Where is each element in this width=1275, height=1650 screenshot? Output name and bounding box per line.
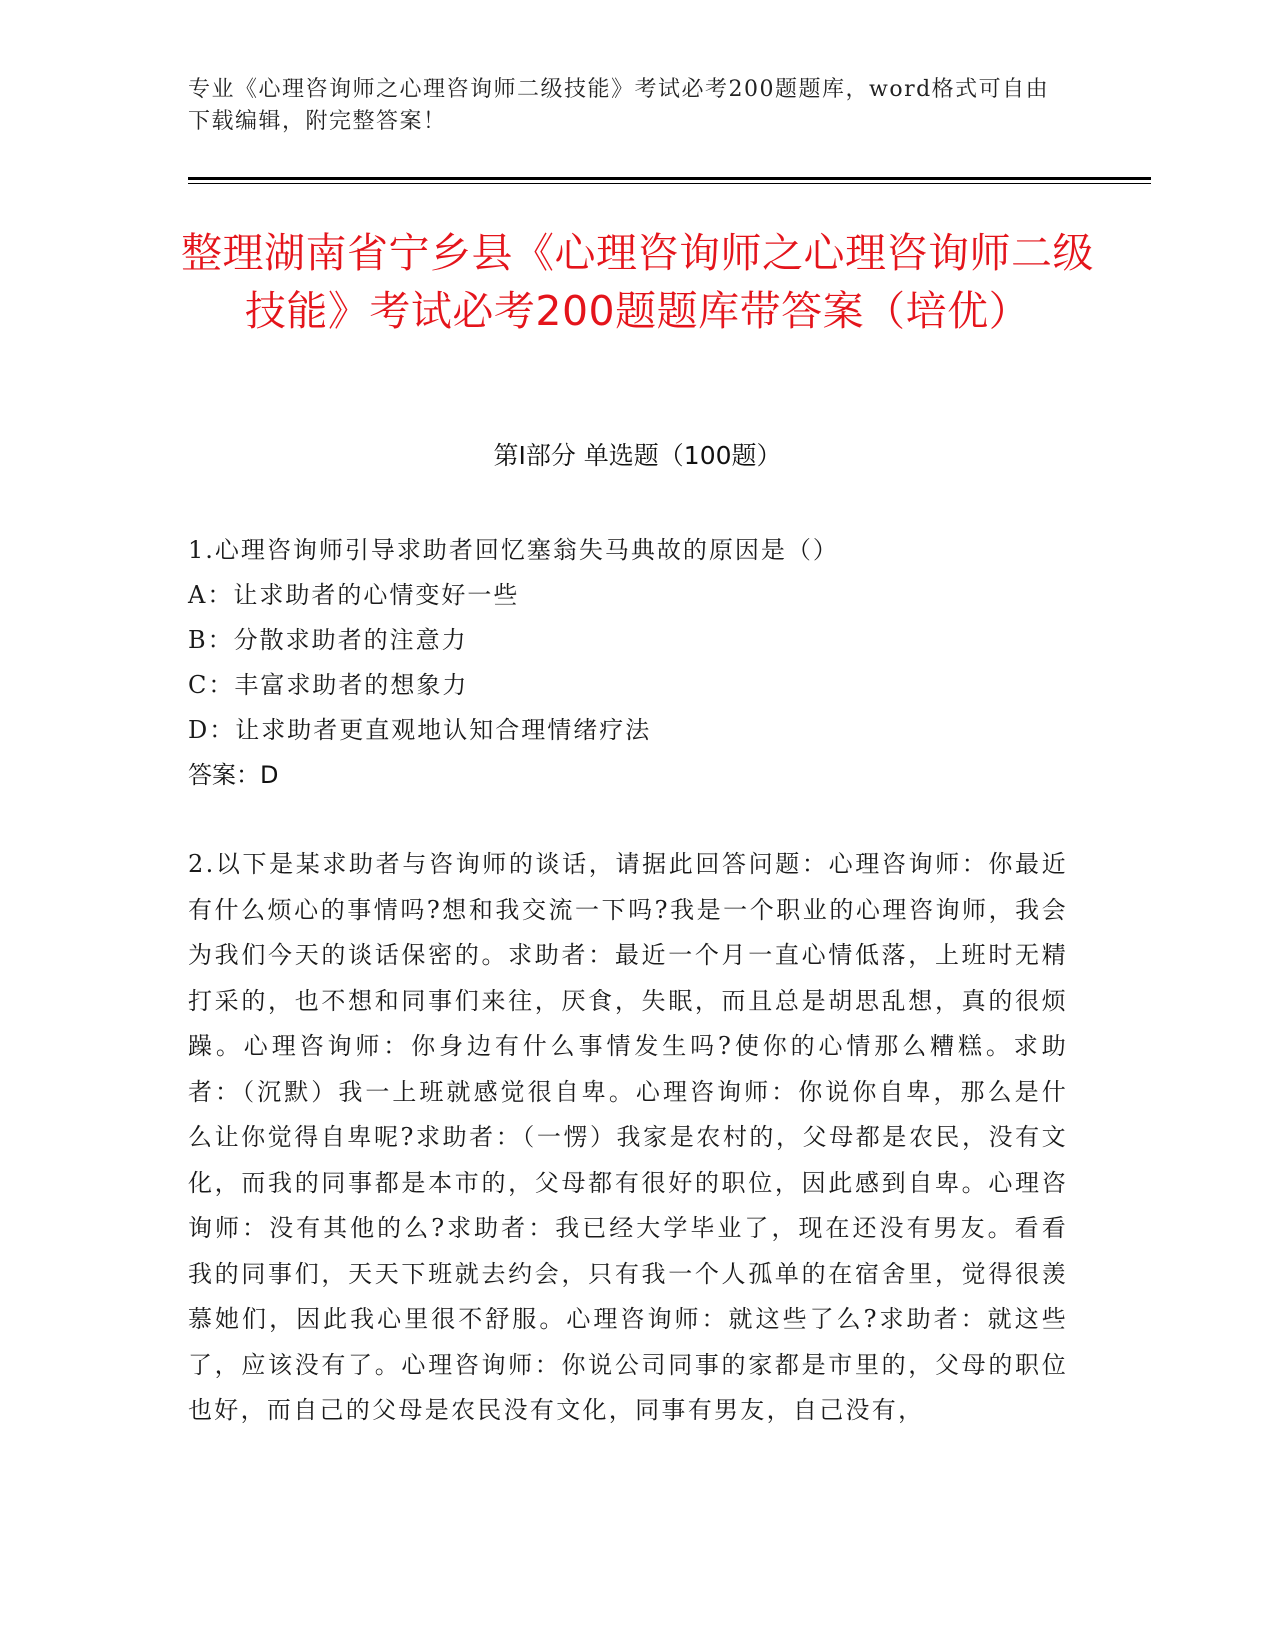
header-note: 专业《心理咨询师之心理咨询师二级技能》考试必考200题题库，word格式可自由下载编辑，附完整答案！ bbox=[188, 77, 1050, 134]
question-2-text: 2.以下是某求助者与咨询师的谈话，请据此回答问题：心理咨询师：你最近有什么烦心的事情吗?想和我交流一下吗?我是一个职业的心理咨询师，我会为我们今天的谈话保密的。求助者：最近一个月一直心情低落，上班时无精打采的，也不想和同事们来往，厌食，失眠，而且总是胡思乱想，真的很烦躁。心理咨询师：你身边有什么事情发生吗?使你的心情那么糟糕。求助者：（沉默）我一上班就感觉很自卑。心理咨询师：你说你自卑，那么是什么让你觉得自卑呢?求助者：（一愣）我家是农村的，父母都是农民，没有文化，而我的同事都是本市的，父母都有很好的职位，因此感到自卑。心理咨询师：没有其他的么?求助者：我已经大学毕业了，现在还没有男友。看看我的同事们，天天下班就去约会，只有我一个人孤单的在宿舍里，觉得很羡慕她们，因此我心里很不舒服。心理咨询师：就这些了么?求助者：就这些了，应该没有了。心理咨询师：你说公司同事的家都是市里的，父母的职位也好，而自己的父母是农民没有文化，同事有男友，自己没有， bbox=[188, 850, 1068, 1424]
header-rule-thick bbox=[188, 177, 1151, 180]
question-1-option-d: D：让求助者更直观地认知合理情绪疗法 bbox=[188, 716, 652, 744]
header-rule-thin bbox=[188, 183, 1151, 184]
question-1-stem: 1.心理咨询师引导求助者回忆塞翁失马典故的原因是（） bbox=[188, 536, 839, 564]
section-heading: 第I部分 单选题（100题） bbox=[493, 441, 782, 470]
question-1-option-b: B：分散求助者的注意力 bbox=[188, 626, 468, 654]
question-1-option-a: A：让求助者的心情变好一些 bbox=[188, 581, 520, 609]
document-title: 整理湖南省宁乡县《心理咨询师之心理咨询师二级技能》考试必考200题题库带答案（培优） bbox=[181, 229, 1094, 335]
question-1-option-c: C：丰富求助者的想象力 bbox=[188, 671, 469, 699]
question-1-answer: 答案：D bbox=[188, 761, 279, 789]
question-1 bbox=[188, 528, 1068, 798]
